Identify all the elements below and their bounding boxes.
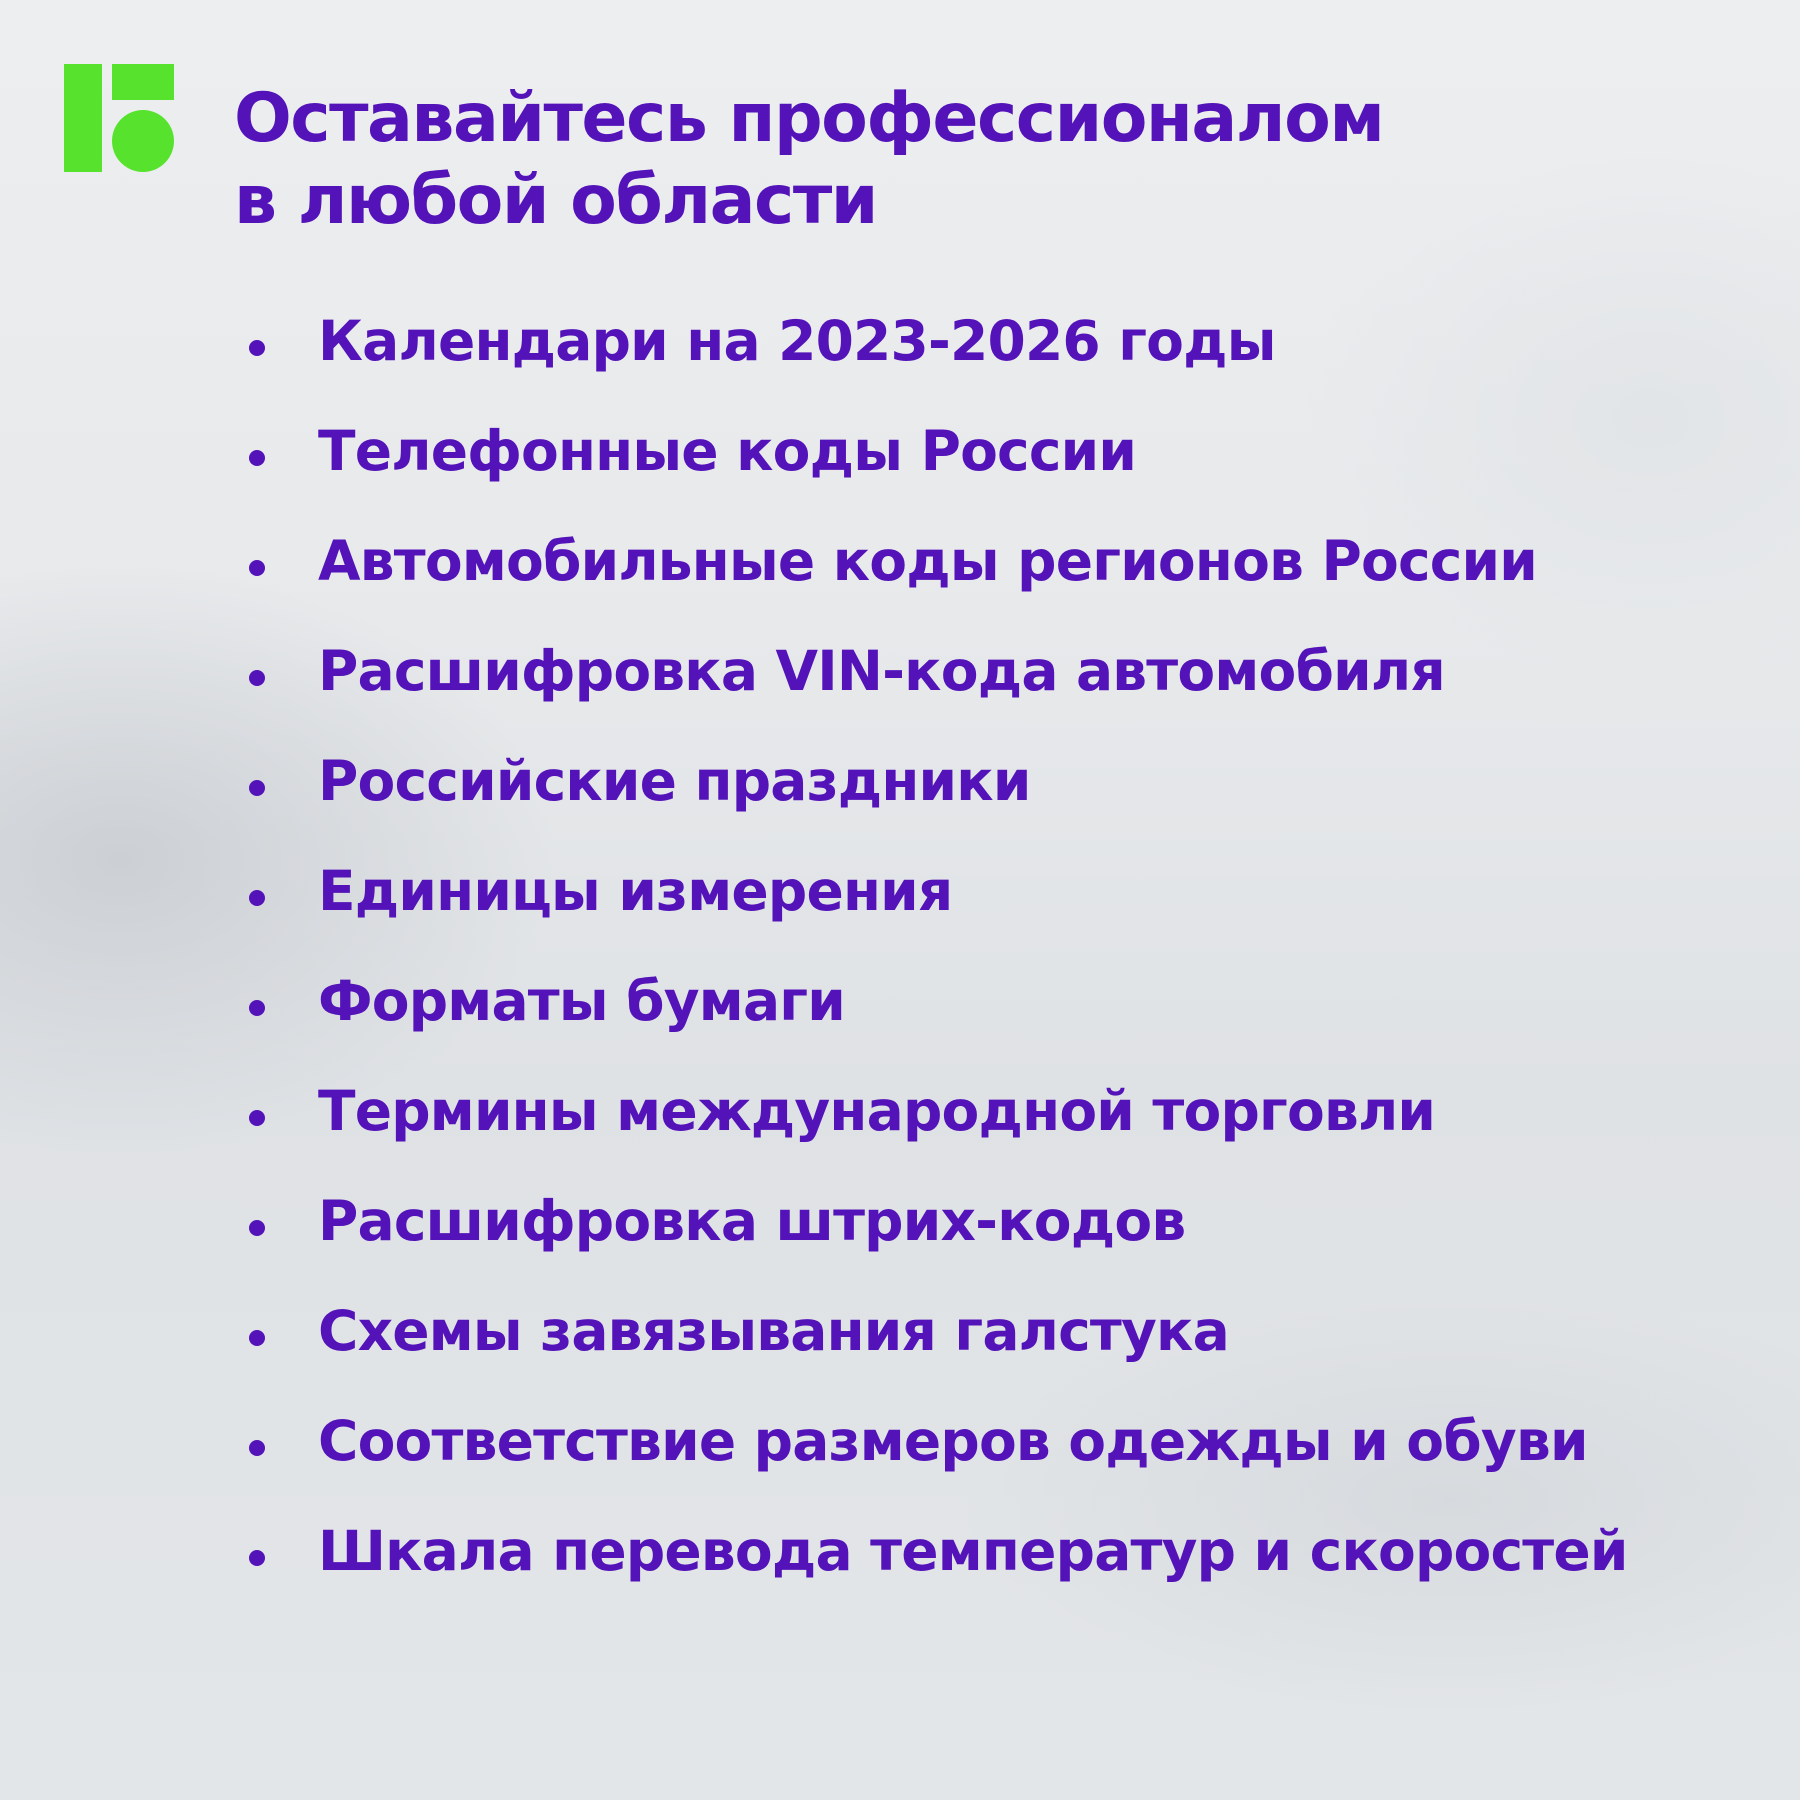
bullet-icon (249, 1440, 265, 1456)
list-item-label: Термины международной торговли (318, 1079, 1436, 1143)
list-item (0, 630, 1800, 740)
list-item (0, 1180, 1800, 1290)
list-item (0, 960, 1800, 1070)
list-item-label: Российские праздники (318, 749, 1031, 813)
list-item-label: Автомобильные коды регионов России (318, 529, 1538, 593)
list-item (0, 850, 1800, 960)
bullet-icon (249, 560, 265, 576)
logo-circle (112, 110, 174, 172)
page-title-line-2: в любой области (234, 161, 877, 240)
bullet-icon (249, 1550, 265, 1566)
list-item-label: Шкала перевода температур и скоростей (318, 1519, 1628, 1583)
list-item-label: Соответствие размеров одежды и обуви (318, 1409, 1588, 1473)
list-item-label: Календари на 2023-2026 годы (318, 309, 1276, 373)
feature-list (0, 300, 1800, 1620)
list-item (0, 410, 1800, 520)
list-item-label: Схемы завязывания галстука (318, 1299, 1229, 1363)
list-item (0, 300, 1800, 410)
list-item (0, 1070, 1800, 1180)
list-item (0, 1400, 1800, 1510)
bullet-icon (249, 780, 265, 796)
list-item-label: Форматы бумаги (318, 969, 845, 1033)
list-item-label: Расшифровка VIN-кода автомобиля (318, 639, 1445, 703)
list-item-label: Расшифровка штрих-кодов (318, 1189, 1186, 1253)
bullet-icon (249, 670, 265, 686)
list-item-label: Телефонные коды России (318, 419, 1137, 483)
list-item (0, 1290, 1800, 1400)
bullet-icon (249, 1000, 265, 1016)
list-item (0, 520, 1800, 630)
bullet-icon (249, 340, 265, 356)
bullet-icon (249, 1110, 265, 1126)
list-item-label: Единицы измерения (318, 859, 953, 923)
bullet-icon (249, 450, 265, 466)
page-title-line-1: Оставайтесь профессионалом (234, 79, 1384, 158)
logo-bar (64, 64, 102, 172)
bullet-icon (249, 1330, 265, 1346)
bullet-icon (249, 890, 265, 906)
logo-top-block (112, 64, 174, 100)
bullet-icon (249, 1220, 265, 1236)
page-title (234, 78, 1383, 242)
brand-logo-icon (64, 64, 174, 172)
list-item (0, 1510, 1800, 1620)
list-item (0, 740, 1800, 850)
